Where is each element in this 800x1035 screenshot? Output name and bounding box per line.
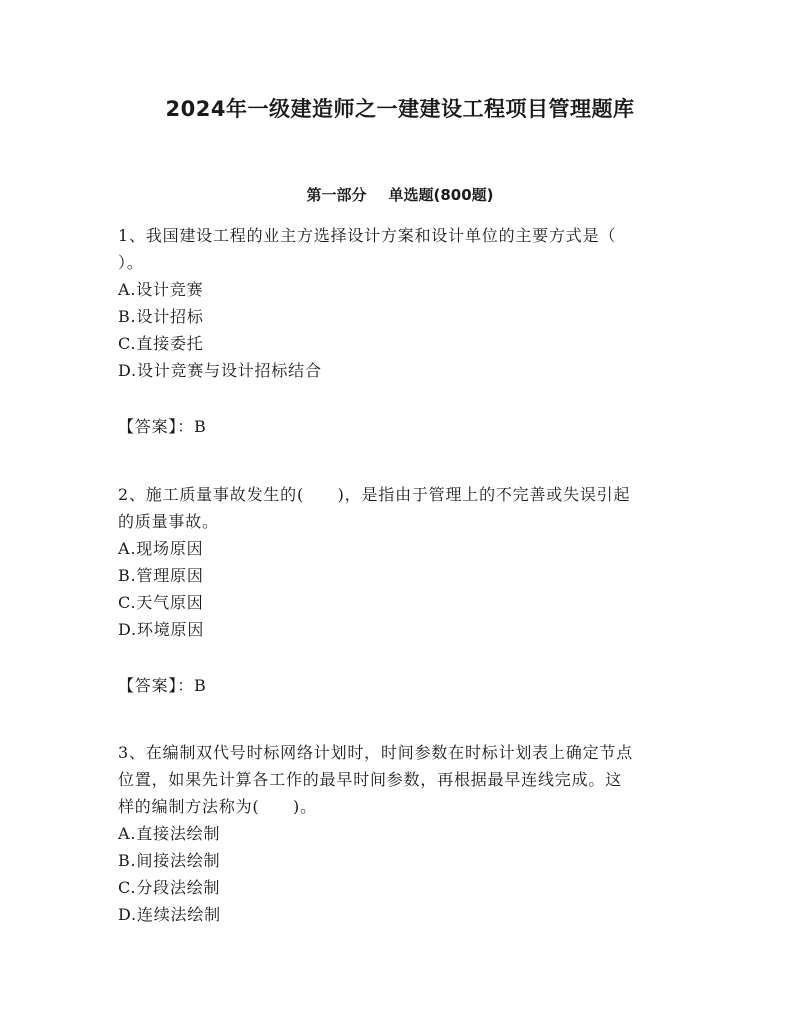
- question-3: [118, 739, 678, 928]
- section-part: 第一部分: [306, 186, 367, 204]
- option-a: A.直接法绘制: [118, 824, 221, 843]
- answer-value: B: [194, 417, 207, 436]
- option-d: D.连续法绘制: [118, 905, 221, 924]
- question-stem-line: 1、我国建设工程的业主方选择设计方案和设计单位的主要方式是（: [118, 226, 617, 245]
- answer-label: 【答案】：: [118, 676, 195, 695]
- option-d: D.环境原因: [118, 620, 205, 639]
- question-2: [118, 481, 678, 643]
- option-b: B.设计招标: [118, 307, 204, 326]
- question-stem-line: 的质量事故。: [118, 512, 219, 531]
- answer-1: [118, 413, 207, 440]
- option-a: A.现场原因: [118, 539, 204, 558]
- option-b: B.管理原因: [118, 566, 204, 585]
- question-stem-line: 3、在编制双代号时标网络计划时，时间参数在时标计划表上确定节点: [118, 743, 633, 762]
- question-stem-line: ）。: [118, 253, 144, 272]
- answer-2: [118, 672, 207, 699]
- question-stem-line: 位置，如果先计算各工作的最早时间参数，再根据最早连线完成。这: [118, 770, 623, 789]
- answer-label: 【答案】：: [118, 417, 195, 436]
- option-c: C.直接委托: [118, 334, 204, 353]
- option-d: D.设计竞赛与设计招标结合: [118, 361, 322, 380]
- question-stem-line: 样的编制方法称为( )。: [118, 797, 317, 816]
- document-title: 2024年一级建造师之一建建设工程项目管理题库: [165, 97, 635, 121]
- section-type: 单选题(800题): [388, 186, 494, 204]
- question-1: [118, 222, 678, 384]
- option-c: C.天气原因: [118, 593, 204, 612]
- option-b: B.间接法绘制: [118, 851, 221, 870]
- option-c: C.分段法绘制: [118, 878, 221, 897]
- answer-value: B: [194, 676, 207, 695]
- option-a: A.设计竞赛: [118, 280, 204, 299]
- section-heading: [0, 184, 800, 206]
- question-stem-line: 2、施工质量事故发生的( )，是指由于管理上的不完善或失误引起: [118, 485, 631, 504]
